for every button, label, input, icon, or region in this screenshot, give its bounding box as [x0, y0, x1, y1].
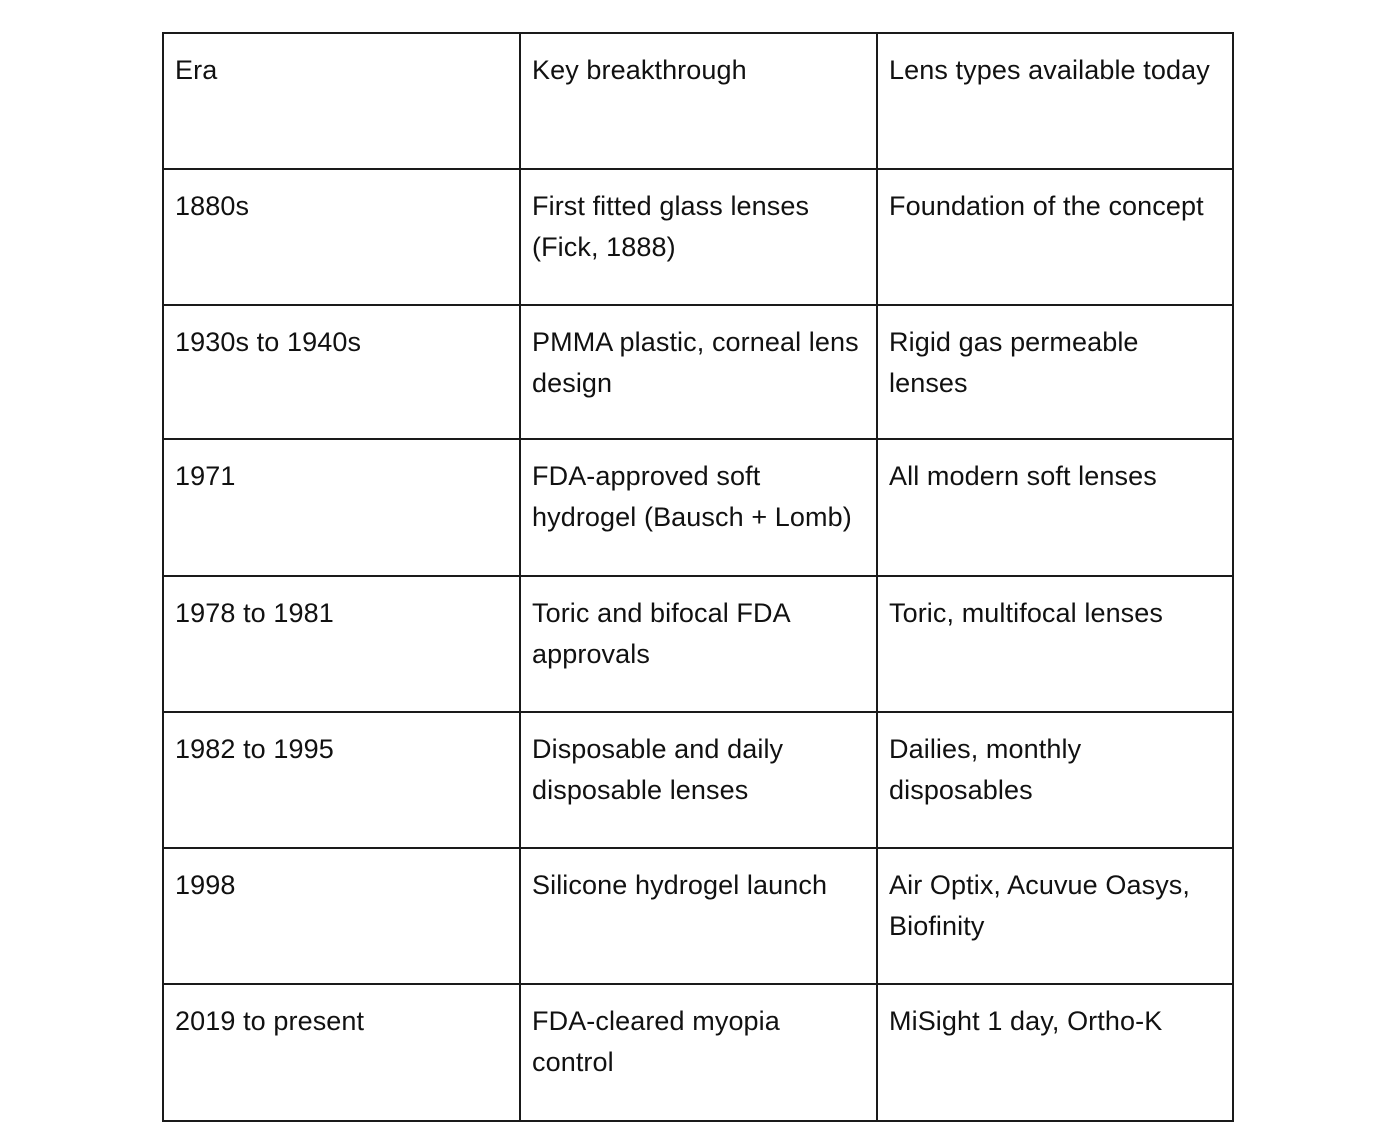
era-cell: 2019 to present [163, 984, 520, 1121]
table-row [163, 712, 1233, 848]
breakthrough-cell: PMMA plastic, corneal lens design [520, 305, 877, 439]
era-cell: 1978 to 1981 [163, 576, 520, 712]
header-key-breakthrough: Key breakthrough [520, 33, 877, 169]
breakthrough-cell: Toric and bifocal FDA approvals [520, 576, 877, 712]
breakthrough-cell: Silicone hydrogel launch [520, 848, 877, 984]
breakthrough-cell: FDA-approved soft hydrogel (Bausch + Lomb) [520, 439, 877, 576]
era-cell: 1998 [163, 848, 520, 984]
contact-lens-history-table [162, 32, 1234, 1122]
lens-types-cell: All modern soft lenses [877, 439, 1233, 576]
era-cell: 1971 [163, 439, 520, 576]
table-row [163, 984, 1233, 1121]
table-row [163, 305, 1233, 439]
breakthrough-cell: FDA-cleared myopia control [520, 984, 877, 1121]
era-cell: 1880s [163, 169, 520, 305]
lens-types-cell: Toric, multifocal lenses [877, 576, 1233, 712]
lens-types-cell: MiSight 1 day, Ortho-K [877, 984, 1233, 1121]
breakthrough-cell: Disposable and daily disposable lenses [520, 712, 877, 848]
era-cell: 1982 to 1995 [163, 712, 520, 848]
lens-types-cell: Air Optix, Acuvue Oasys, Biofinity [877, 848, 1233, 984]
table-header-row [163, 33, 1233, 169]
header-era: Era [163, 33, 520, 169]
lens-types-cell: Rigid gas permeable lenses [877, 305, 1233, 439]
table-row [163, 169, 1233, 305]
header-lens-types: Lens types available today [877, 33, 1233, 169]
table-row [163, 576, 1233, 712]
era-cell: 1930s to 1940s [163, 305, 520, 439]
lens-types-cell: Dailies, monthly disposables [877, 712, 1233, 848]
breakthrough-cell: First fitted glass lenses (Fick, 1888) [520, 169, 877, 305]
table-row [163, 848, 1233, 984]
lens-types-cell: Foundation of the concept [877, 169, 1233, 305]
table-row [163, 439, 1233, 576]
